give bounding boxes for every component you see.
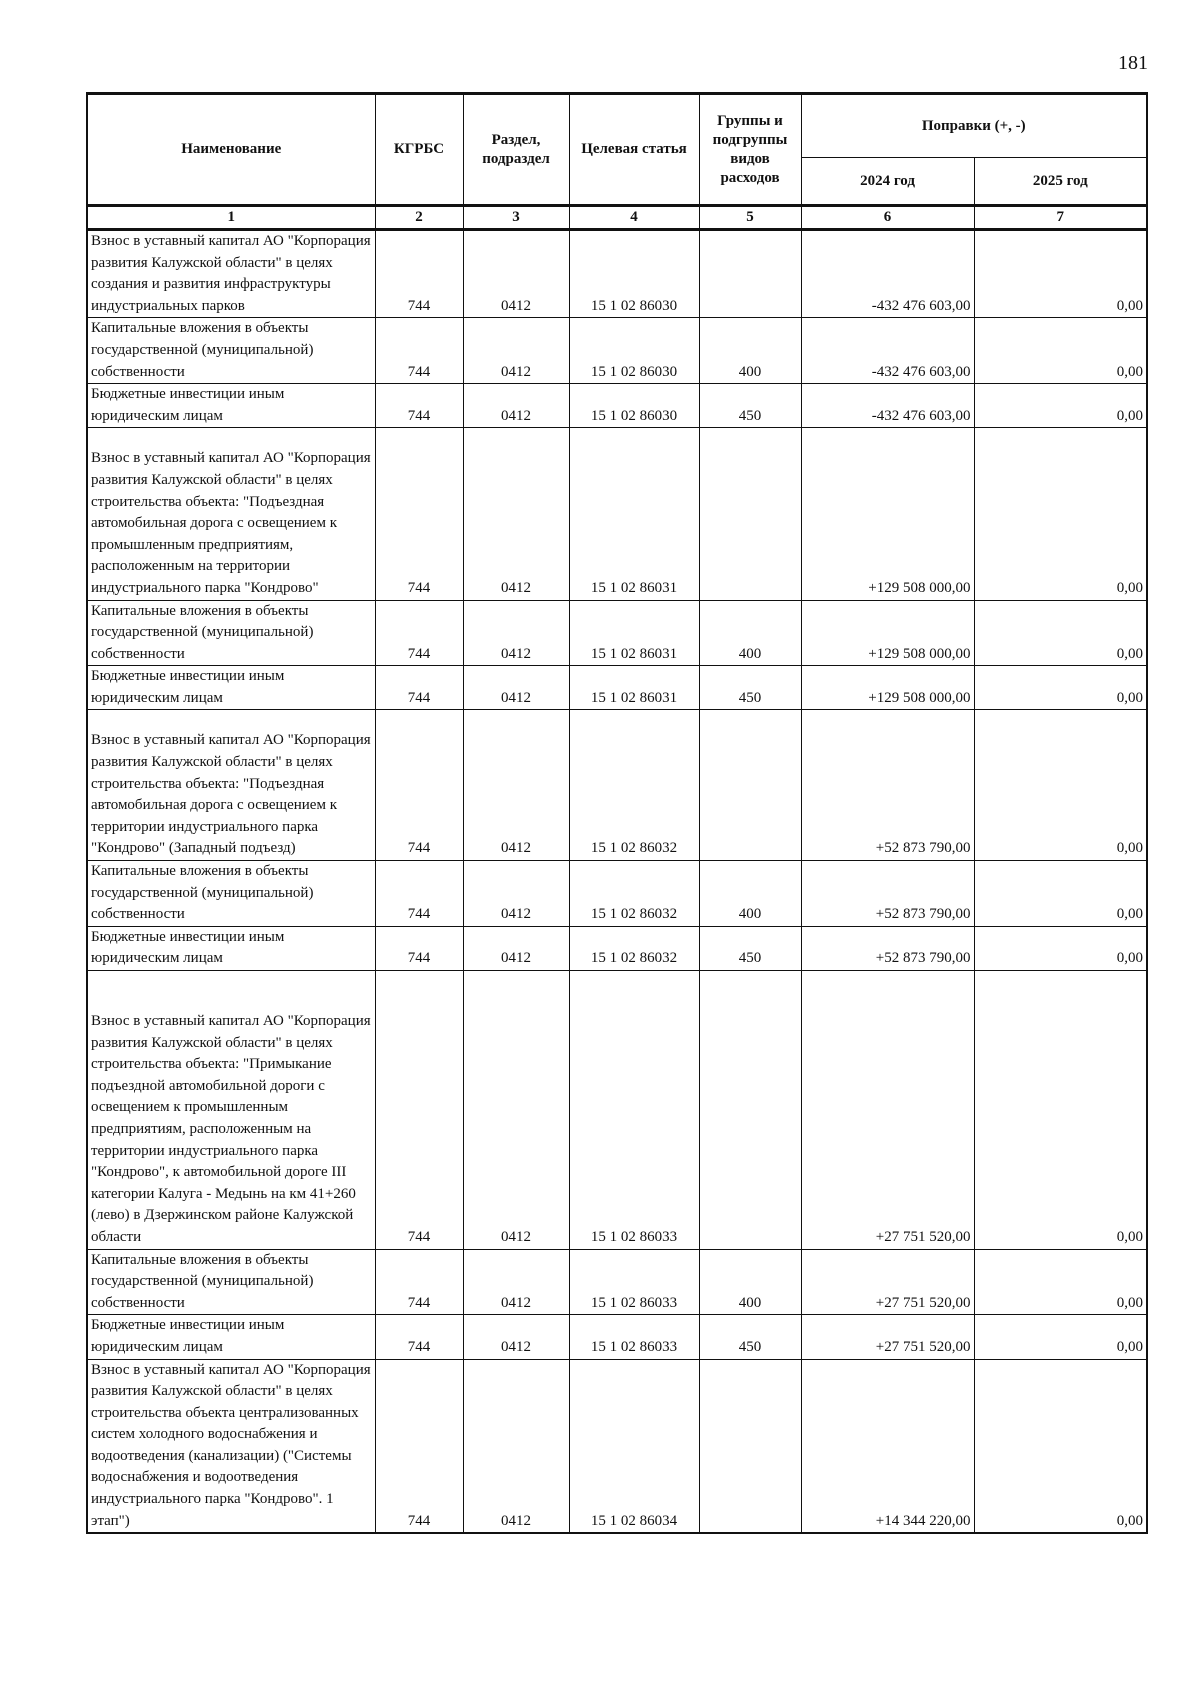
cell-2025: 0,00 <box>974 428 1147 600</box>
cell-kgrbs: 744 <box>375 1359 463 1533</box>
cell-section: 0412 <box>463 971 569 1250</box>
table-row <box>87 710 1147 861</box>
table-row <box>87 230 1147 318</box>
header-year-2025: 2025 год <box>974 158 1147 206</box>
cell-2024: -432 476 603,00 <box>801 318 974 384</box>
table-row <box>87 1359 1147 1533</box>
cell-kgrbs: 744 <box>375 1249 463 1315</box>
cell-2024: -432 476 603,00 <box>801 384 974 428</box>
table-row <box>87 861 1147 927</box>
cell-kgrbs: 744 <box>375 384 463 428</box>
col-number: 3 <box>463 206 569 230</box>
cell-section: 0412 <box>463 926 569 970</box>
cell-target: 15 1 02 86033 <box>569 1315 699 1359</box>
cell-name: Взнос в уставный капитал АО "Корпорация развития Калужской области" в целях строительства объекта: "Подъездная автомобильная дорога с освещением к промышленным предприятиям, расположенным на территории индустриального парка "Кондрово" <box>87 428 375 600</box>
cell-section: 0412 <box>463 710 569 861</box>
cell-2024: +27 751 520,00 <box>801 1315 974 1359</box>
cell-2025: 0,00 <box>974 710 1147 861</box>
cell-name: Капитальные вложения в объекты государственной (муниципальной) собственности <box>87 318 375 384</box>
cell-kgrbs: 744 <box>375 600 463 666</box>
cell-2025: 0,00 <box>974 1359 1147 1533</box>
page-number: 181 <box>1118 52 1148 74</box>
cell-name: Бюджетные инвестиции иным юридическим лицам <box>87 926 375 970</box>
table-row <box>87 1249 1147 1315</box>
col-number: 1 <box>87 206 375 230</box>
cell-target: 15 1 02 86032 <box>569 861 699 927</box>
cell-group: 400 <box>699 600 801 666</box>
cell-kgrbs: 744 <box>375 1315 463 1359</box>
cell-group <box>699 1359 801 1533</box>
cell-kgrbs: 744 <box>375 861 463 927</box>
cell-name: Бюджетные инвестиции иным юридическим лицам <box>87 666 375 710</box>
cell-kgrbs: 744 <box>375 428 463 600</box>
cell-2025: 0,00 <box>974 861 1147 927</box>
table-row <box>87 666 1147 710</box>
col-number: 4 <box>569 206 699 230</box>
cell-section: 0412 <box>463 318 569 384</box>
cell-2025: 0,00 <box>974 600 1147 666</box>
cell-kgrbs: 744 <box>375 710 463 861</box>
cell-group: 400 <box>699 1249 801 1315</box>
cell-2024: +129 508 000,00 <box>801 600 974 666</box>
header-kgrbs: КГРБС <box>375 94 463 206</box>
table-row <box>87 971 1147 1250</box>
cell-group <box>699 710 801 861</box>
header-target: Целевая статья <box>569 94 699 206</box>
cell-2024: -432 476 603,00 <box>801 230 974 318</box>
cell-name: Капитальные вложения в объекты государственной (муниципальной) собственности <box>87 1249 375 1315</box>
header-groups: Группы и подгруппы видов расходов <box>699 94 801 206</box>
cell-kgrbs: 744 <box>375 318 463 384</box>
cell-target: 15 1 02 86033 <box>569 971 699 1250</box>
table-row <box>87 384 1147 428</box>
cell-2024: +129 508 000,00 <box>801 666 974 710</box>
cell-section: 0412 <box>463 1315 569 1359</box>
cell-2025: 0,00 <box>974 971 1147 1250</box>
col-number: 5 <box>699 206 801 230</box>
cell-2025: 0,00 <box>974 230 1147 318</box>
header-year-2024: 2024 год <box>801 158 974 206</box>
cell-section: 0412 <box>463 230 569 318</box>
cell-target: 15 1 02 86031 <box>569 428 699 600</box>
cell-section: 0412 <box>463 1249 569 1315</box>
cell-kgrbs: 744 <box>375 926 463 970</box>
header-amendments: Поправки (+, -) <box>801 94 1147 158</box>
table-row <box>87 428 1147 600</box>
cell-2024: +52 873 790,00 <box>801 710 974 861</box>
budget-table <box>86 92 1148 1534</box>
cell-group: 450 <box>699 666 801 710</box>
cell-target: 15 1 02 86032 <box>569 710 699 861</box>
cell-2024: +52 873 790,00 <box>801 861 974 927</box>
cell-target: 15 1 02 86031 <box>569 666 699 710</box>
cell-name: Взнос в уставный капитал АО "Корпорация развития Калужской области" в целях строительства объекта: "Примыкание подъездной автомобильной дороги с освещением к промышленным предприятиям, расположенным на территории индустриального парка "Кондрово", к автомобильной дороге III категории Калуга - Медынь на км 41+260 (лево) в Дзержинском районе Калужской области <box>87 971 375 1250</box>
col-number: 2 <box>375 206 463 230</box>
cell-2025: 0,00 <box>974 384 1147 428</box>
cell-target: 15 1 02 86032 <box>569 926 699 970</box>
cell-section: 0412 <box>463 428 569 600</box>
cell-kgrbs: 744 <box>375 666 463 710</box>
cell-2025: 0,00 <box>974 926 1147 970</box>
col-number: 7 <box>974 206 1147 230</box>
cell-section: 0412 <box>463 1359 569 1533</box>
table-row <box>87 318 1147 384</box>
cell-group: 400 <box>699 861 801 927</box>
cell-2024: +129 508 000,00 <box>801 428 974 600</box>
cell-group: 450 <box>699 926 801 970</box>
cell-group: 400 <box>699 318 801 384</box>
cell-name: Взнос в уставный капитал АО "Корпорация развития Калужской области" в целях создания и развития инфраструктуры индустриальных парков <box>87 230 375 318</box>
table-row <box>87 600 1147 666</box>
cell-group <box>699 428 801 600</box>
col-number: 6 <box>801 206 974 230</box>
cell-2025: 0,00 <box>974 1249 1147 1315</box>
cell-target: 15 1 02 86030 <box>569 318 699 384</box>
cell-name: Взнос в уставный капитал АО "Корпорация развития Калужской области" в целях строительства объекта централизованных систем холодного водоснабжения и водоотведения (канализации) ("Системы водоснабжения и водоотведения индустриального парка "Кондрово". 1 этап") <box>87 1359 375 1533</box>
cell-group: 450 <box>699 384 801 428</box>
cell-name: Бюджетные инвестиции иным юридическим лицам <box>87 1315 375 1359</box>
header-name: Наименование <box>87 94 375 206</box>
cell-name: Капитальные вложения в объекты государственной (муниципальной) собственности <box>87 861 375 927</box>
cell-target: 15 1 02 86030 <box>569 384 699 428</box>
cell-section: 0412 <box>463 666 569 710</box>
cell-2025: 0,00 <box>974 1315 1147 1359</box>
cell-2024: +52 873 790,00 <box>801 926 974 970</box>
cell-name: Бюджетные инвестиции иным юридическим лицам <box>87 384 375 428</box>
cell-target: 15 1 02 86031 <box>569 600 699 666</box>
header-section: Раздел, подраздел <box>463 94 569 206</box>
cell-2024: +27 751 520,00 <box>801 971 974 1250</box>
cell-2024: +27 751 520,00 <box>801 1249 974 1315</box>
table-row <box>87 926 1147 970</box>
table-body <box>87 230 1147 1534</box>
cell-group: 450 <box>699 1315 801 1359</box>
cell-section: 0412 <box>463 600 569 666</box>
cell-group <box>699 971 801 1250</box>
cell-group <box>699 230 801 318</box>
cell-2025: 0,00 <box>974 666 1147 710</box>
cell-kgrbs: 744 <box>375 230 463 318</box>
cell-name: Капитальные вложения в объекты государственной (муниципальной) собственности <box>87 600 375 666</box>
cell-target: 15 1 02 86030 <box>569 230 699 318</box>
table-row <box>87 1315 1147 1359</box>
cell-name: Взнос в уставный капитал АО "Корпорация развития Калужской области" в целях строительства объекта: "Подъездная автомобильная дорога с освещением к территории индустриального парка "Кондрово" (Западный подъезд) <box>87 710 375 861</box>
cell-section: 0412 <box>463 384 569 428</box>
cell-section: 0412 <box>463 861 569 927</box>
cell-kgrbs: 744 <box>375 971 463 1250</box>
cell-2024: +14 344 220,00 <box>801 1359 974 1533</box>
cell-target: 15 1 02 86034 <box>569 1359 699 1533</box>
cell-2025: 0,00 <box>974 318 1147 384</box>
cell-target: 15 1 02 86033 <box>569 1249 699 1315</box>
